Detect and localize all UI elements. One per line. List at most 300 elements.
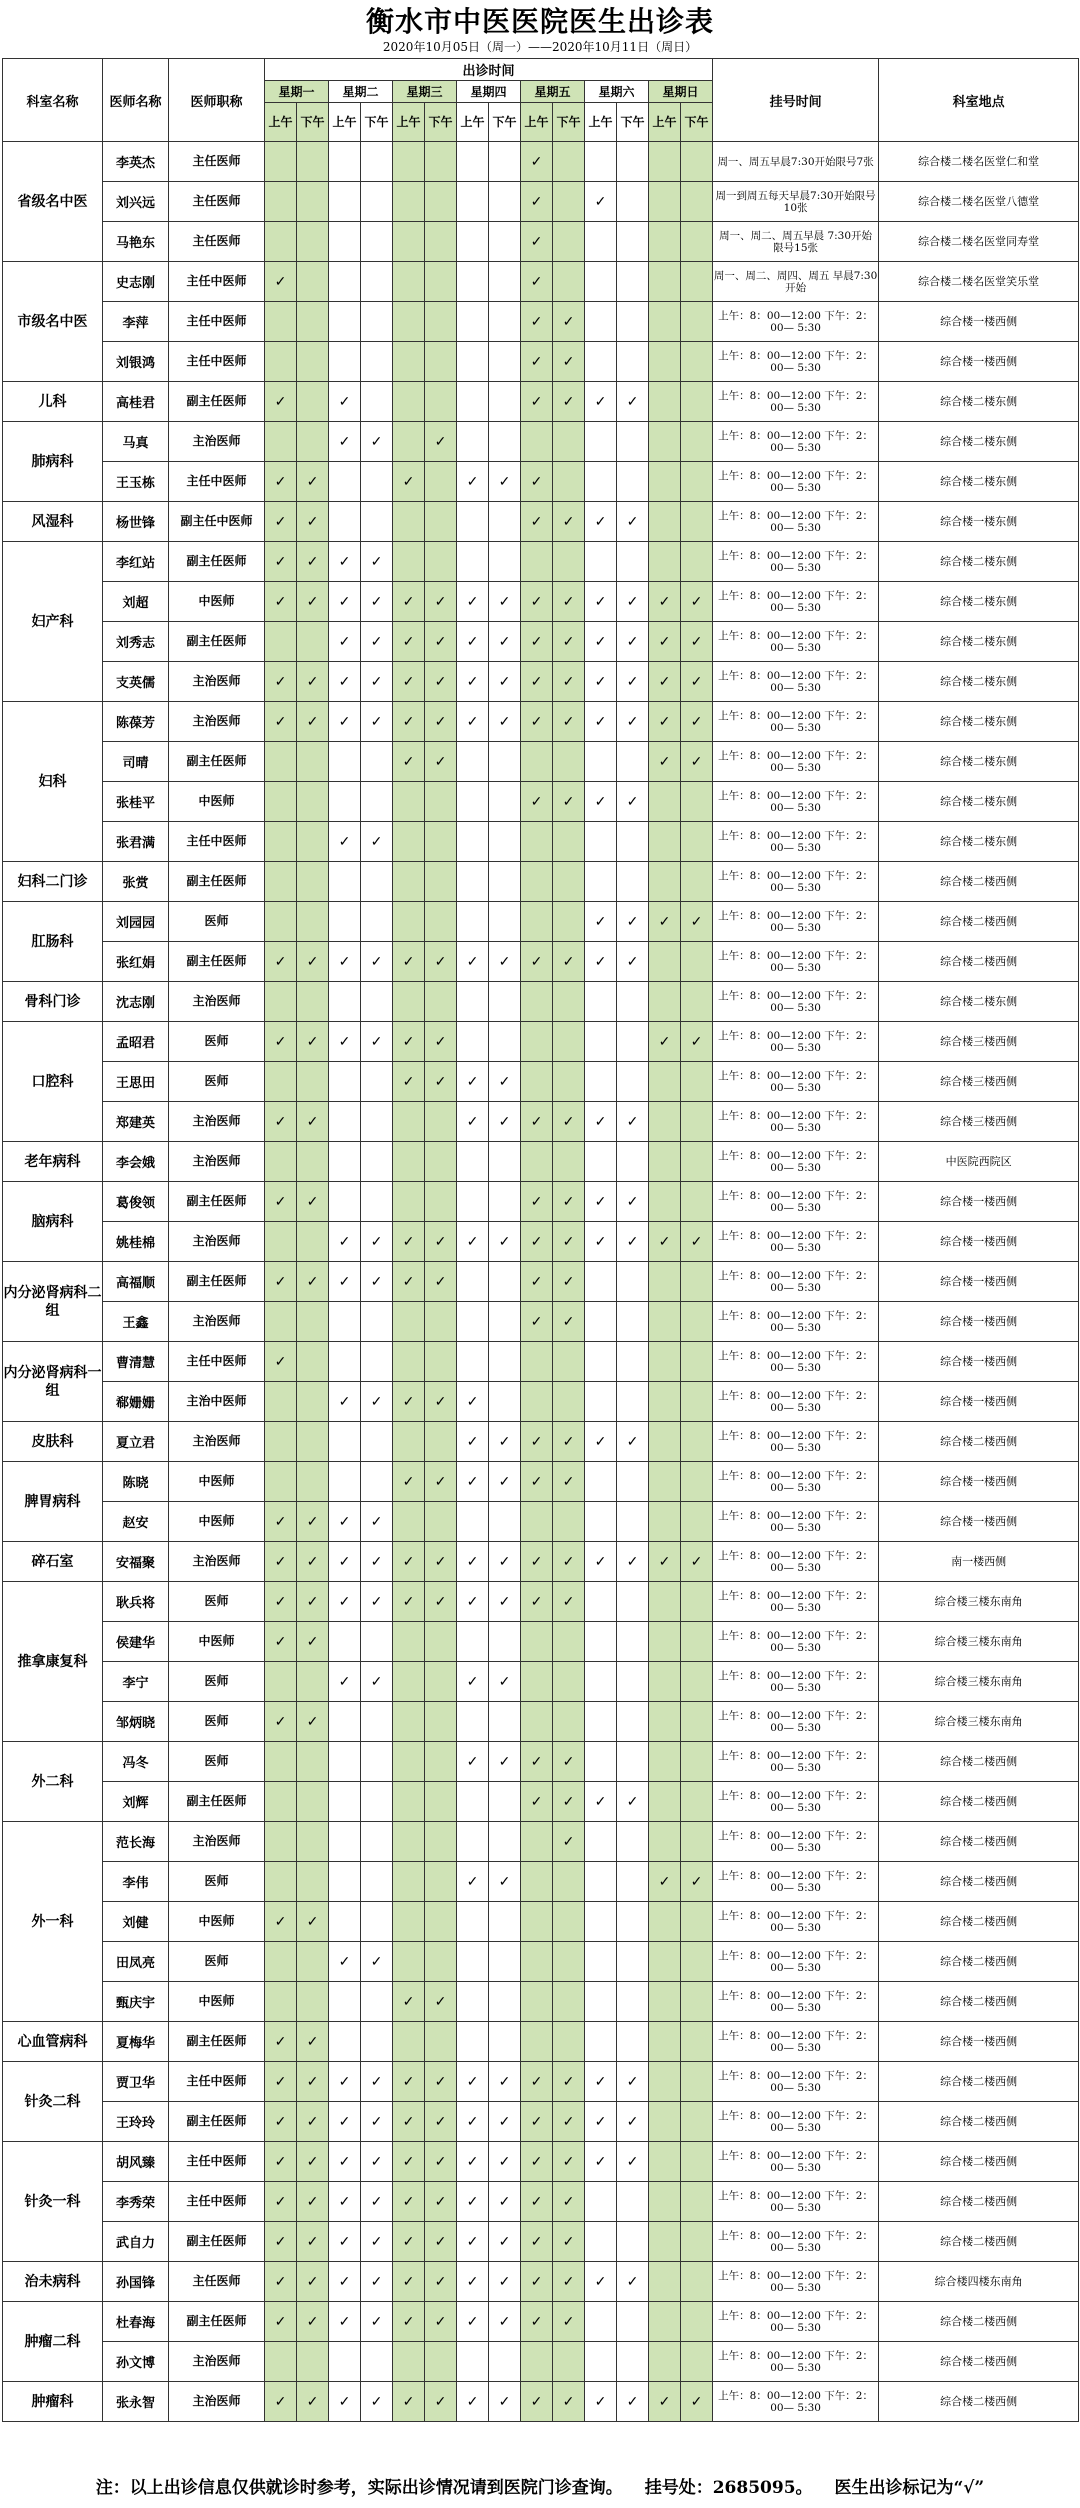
header-am: 上午 [521, 103, 553, 142]
on-duty-check: ✓ [617, 2382, 649, 2422]
schedule-table [2, 58, 1079, 2422]
doctor-name: 张桂平 [103, 782, 169, 822]
on-duty-check: ✓ [457, 2262, 489, 2302]
on-duty-check: ✓ [361, 1262, 393, 1302]
reg-time: 上午：8：00—12:00 下午：2：00— 5:30 [713, 1942, 879, 1982]
header-day: 星期五 [521, 81, 585, 103]
schedule-slot [681, 982, 713, 1022]
schedule-slot [297, 1222, 329, 1262]
schedule-slot [329, 2342, 361, 2382]
on-duty-check: ✓ [521, 2302, 553, 2342]
schedule-slot [681, 1182, 713, 1222]
schedule-slot [329, 1422, 361, 1462]
schedule-slot [649, 1582, 681, 1622]
on-duty-check: ✓ [585, 1182, 617, 1222]
doctor-name: 夏梅华 [103, 2022, 169, 2062]
schedule-slot [617, 1982, 649, 2022]
schedule-slot [649, 142, 681, 182]
schedule-slot [649, 2062, 681, 2102]
on-duty-check: ✓ [489, 2382, 521, 2422]
on-duty-check: ✓ [489, 1742, 521, 1782]
schedule-slot [393, 1502, 425, 1542]
doctor-name: 刘超 [103, 582, 169, 622]
doctor-name: 王玲玲 [103, 2102, 169, 2142]
on-duty-check: ✓ [265, 502, 297, 542]
doctor-name: 张赏 [103, 862, 169, 902]
doctor-name: 刘辉 [103, 1782, 169, 1822]
on-duty-check: ✓ [649, 622, 681, 662]
doctor-title: 医师 [169, 1662, 265, 1702]
schedule-slot [329, 342, 361, 382]
schedule-slot [553, 902, 585, 942]
schedule-slot [649, 2182, 681, 2222]
schedule-slot [489, 1702, 521, 1742]
schedule-slot [329, 1782, 361, 1822]
reg-time: 上午：8：00—12:00 下午：2：00— 5:30 [713, 942, 879, 982]
on-duty-check: ✓ [553, 2302, 585, 2342]
doctor-name: 李红站 [103, 542, 169, 582]
schedule-slot [489, 742, 521, 782]
dept-name: 肿瘤二科 [3, 2302, 103, 2382]
on-duty-check: ✓ [489, 942, 521, 982]
on-duty-check: ✓ [457, 1102, 489, 1142]
doctor-title: 副主任医师 [169, 1262, 265, 1302]
on-duty-check: ✓ [521, 2142, 553, 2182]
schedule-slot [297, 982, 329, 1022]
doctor-name: 沈志刚 [103, 982, 169, 1022]
on-duty-check: ✓ [425, 1542, 457, 1582]
on-duty-check: ✓ [329, 2062, 361, 2102]
on-duty-check: ✓ [585, 1422, 617, 1462]
on-duty-check: ✓ [649, 1222, 681, 1262]
schedule-slot [425, 462, 457, 502]
schedule-slot [361, 502, 393, 542]
table-row [3, 742, 1079, 782]
on-duty-check: ✓ [297, 2022, 329, 2062]
doctor-name: 武自力 [103, 2222, 169, 2262]
schedule-slot [649, 782, 681, 822]
schedule-slot [553, 822, 585, 862]
doctor-title: 主治医师 [169, 2382, 265, 2422]
dept-name: 外一科 [3, 1822, 103, 2022]
schedule-slot [681, 2342, 713, 2382]
header-day: 星期六 [585, 81, 649, 103]
on-duty-check: ✓ [553, 1302, 585, 1342]
schedule-slot [585, 1582, 617, 1622]
schedule-slot [297, 822, 329, 862]
on-duty-check: ✓ [297, 1022, 329, 1062]
on-duty-check: ✓ [425, 2382, 457, 2422]
doctor-title: 医师 [169, 1942, 265, 1982]
on-duty-check: ✓ [553, 342, 585, 382]
reg-time: 上午：8：00—12:00 下午：2：00— 5:30 [713, 1062, 879, 1102]
schedule-slot [649, 1262, 681, 1302]
schedule-slot [585, 1622, 617, 1662]
schedule-slot [617, 2222, 649, 2262]
on-duty-check: ✓ [457, 1382, 489, 1422]
doctor-title: 中医师 [169, 782, 265, 822]
on-duty-check: ✓ [489, 2102, 521, 2142]
schedule-slot [681, 542, 713, 582]
schedule-slot [425, 1622, 457, 1662]
schedule-slot [521, 902, 553, 942]
header-am: 上午 [585, 103, 617, 142]
on-duty-check: ✓ [681, 2382, 713, 2422]
schedule-slot [585, 982, 617, 1022]
schedule-slot [553, 1862, 585, 1902]
schedule-slot [617, 462, 649, 502]
table-row [3, 1862, 1079, 1902]
schedule-slot [489, 1502, 521, 1542]
on-duty-check: ✓ [425, 662, 457, 702]
schedule-slot [265, 622, 297, 662]
on-duty-check: ✓ [457, 2062, 489, 2102]
reg-time: 上午：8：00—12:00 下午：2：00— 5:30 [713, 1462, 879, 1502]
reg-time: 上午：8：00—12:00 下午：2：00— 5:30 [713, 1102, 879, 1142]
schedule-slot [457, 2022, 489, 2062]
schedule-slot [393, 902, 425, 942]
on-duty-check: ✓ [617, 2142, 649, 2182]
schedule-slot [681, 1502, 713, 1542]
on-duty-check: ✓ [457, 2142, 489, 2182]
on-duty-check: ✓ [393, 2222, 425, 2262]
dept-location: 综合楼二楼东侧 [879, 982, 1079, 1022]
on-duty-check: ✓ [393, 622, 425, 662]
doctor-name: 耿兵将 [103, 1582, 169, 1622]
on-duty-check: ✓ [489, 462, 521, 502]
schedule-slot [297, 1462, 329, 1502]
on-duty-check: ✓ [297, 2382, 329, 2422]
schedule-slot [617, 1502, 649, 1542]
schedule-slot [585, 222, 617, 262]
schedule-slot [617, 222, 649, 262]
reg-time: 上午：8：00—12:00 下午：2：00— 5:30 [713, 1742, 879, 1782]
reg-time: 上午：8：00—12:00 下午：2：00— 5:30 [713, 822, 879, 862]
schedule-slot [297, 382, 329, 422]
schedule-slot [457, 142, 489, 182]
on-duty-check: ✓ [425, 2102, 457, 2142]
schedule-slot [681, 502, 713, 542]
schedule-slot [553, 1942, 585, 1982]
table-row [3, 1222, 1079, 1262]
schedule-slot [489, 1302, 521, 1342]
schedule-slot [681, 262, 713, 302]
schedule-slot [681, 1102, 713, 1142]
schedule-slot [329, 1702, 361, 1742]
on-duty-check: ✓ [457, 2102, 489, 2142]
schedule-slot [361, 2022, 393, 2062]
on-duty-check: ✓ [297, 2222, 329, 2262]
schedule-slot [617, 1462, 649, 1502]
table-row [3, 1662, 1079, 1702]
schedule-slot [265, 1422, 297, 1462]
on-duty-check: ✓ [393, 582, 425, 622]
schedule-slot [617, 1142, 649, 1182]
dept-location: 综合楼四楼东南角 [879, 2262, 1079, 2302]
on-duty-check: ✓ [393, 1582, 425, 1622]
reg-time: 上午：8：00—12:00 下午：2：00— 5:30 [713, 582, 879, 622]
on-duty-check: ✓ [521, 1182, 553, 1222]
footer-note [0, 2470, 1080, 2506]
header-day: 星期二 [329, 81, 393, 103]
schedule-slot [361, 1182, 393, 1222]
schedule-slot [393, 382, 425, 422]
on-duty-check: ✓ [553, 302, 585, 342]
schedule-slot [329, 1142, 361, 1182]
on-duty-check: ✓ [489, 1542, 521, 1582]
dept-location: 南一楼西侧 [879, 1542, 1079, 1582]
schedule-slot [457, 1702, 489, 1742]
schedule-slot [553, 1502, 585, 1542]
doctor-title: 主任中医师 [169, 262, 265, 302]
on-duty-check: ✓ [457, 1662, 489, 1702]
dept-location: 综合楼二楼西侧 [879, 2342, 1079, 2382]
schedule-slot [617, 182, 649, 222]
on-duty-check: ✓ [521, 502, 553, 542]
on-duty-check: ✓ [521, 142, 553, 182]
on-duty-check: ✓ [329, 942, 361, 982]
on-duty-check: ✓ [617, 2102, 649, 2142]
doctor-name: 孙国锋 [103, 2262, 169, 2302]
dept-location: 综合楼二楼西侧 [879, 1862, 1079, 1902]
dept-location: 综合楼二楼西侧 [879, 2062, 1079, 2102]
table-row [3, 782, 1079, 822]
reg-time: 上午：8：00—12:00 下午：2：00— 5:30 [713, 1142, 879, 1182]
reg-time: 上午：8：00—12:00 下午：2：00— 5:30 [713, 2062, 879, 2102]
dept-location: 综合楼二楼西侧 [879, 2222, 1079, 2262]
schedule-slot [361, 462, 393, 502]
on-duty-check: ✓ [521, 1782, 553, 1822]
schedule-slot [457, 1022, 489, 1062]
doctor-title: 主任医师 [169, 142, 265, 182]
schedule-slot [521, 1062, 553, 1102]
on-duty-check: ✓ [425, 2262, 457, 2302]
on-duty-check: ✓ [649, 1022, 681, 1062]
dept-location: 综合楼二楼西侧 [879, 1422, 1079, 1462]
on-duty-check: ✓ [457, 1062, 489, 1102]
schedule-slot [553, 262, 585, 302]
on-duty-check: ✓ [393, 2142, 425, 2182]
on-duty-check: ✓ [521, 1422, 553, 1462]
on-duty-check: ✓ [265, 262, 297, 302]
schedule-slot [329, 1902, 361, 1942]
page-title: 衡水市中医医院医生出诊表 [365, 5, 714, 38]
doctor-name: 刘园园 [103, 902, 169, 942]
dept-name: 妇科二门诊 [3, 862, 103, 902]
dept-name: 骨科门诊 [3, 982, 103, 1022]
table-row [3, 1062, 1079, 1102]
schedule-slot [553, 1382, 585, 1422]
schedule-slot [393, 1702, 425, 1742]
reg-time: 上午：8：00—12:00 下午：2：00— 5:30 [713, 1782, 879, 1822]
schedule-slot [265, 742, 297, 782]
schedule-slot [649, 2222, 681, 2262]
schedule-slot [585, 2022, 617, 2062]
reg-time: 上午：8：00—12:00 下午：2：00— 5:30 [713, 1702, 879, 1742]
schedule-slot [681, 1782, 713, 1822]
on-duty-check: ✓ [265, 942, 297, 982]
reg-time: 周一到周五每天早晨7:30开始限号10张 [713, 182, 879, 222]
schedule-slot [489, 302, 521, 342]
schedule-slot [329, 222, 361, 262]
schedule-slot [457, 822, 489, 862]
on-duty-check: ✓ [553, 2182, 585, 2222]
on-duty-check: ✓ [425, 1382, 457, 1422]
schedule-slot [649, 1662, 681, 1702]
schedule-slot [361, 1062, 393, 1102]
schedule-slot [553, 1902, 585, 1942]
dept-location: 综合楼二楼西侧 [879, 1982, 1079, 2022]
dept-location: 综合楼二楼东侧 [879, 542, 1079, 582]
schedule-slot [297, 142, 329, 182]
on-duty-check: ✓ [361, 2102, 393, 2142]
on-duty-check: ✓ [265, 542, 297, 582]
table-row [3, 1382, 1079, 1422]
header-pm: 下午 [425, 103, 457, 142]
schedule-slot [393, 822, 425, 862]
schedule-slot [489, 1342, 521, 1382]
header-pm: 下午 [297, 103, 329, 142]
schedule-slot [649, 262, 681, 302]
schedule-slot [521, 862, 553, 902]
on-duty-check: ✓ [457, 2182, 489, 2222]
on-duty-check: ✓ [521, 1262, 553, 1302]
on-duty-check: ✓ [425, 1022, 457, 1062]
doctor-title: 主任中医师 [169, 302, 265, 342]
schedule-slot [393, 2022, 425, 2062]
doctor-title: 副主任中医师 [169, 502, 265, 542]
schedule-slot [393, 262, 425, 302]
doctor-title: 中医师 [169, 1462, 265, 1502]
reg-time: 上午：8：00—12:00 下午：2：00— 5:30 [713, 462, 879, 502]
schedule-slot [617, 822, 649, 862]
table-row [3, 502, 1079, 542]
doctor-title: 主治医师 [169, 1822, 265, 1862]
on-duty-check: ✓ [553, 2062, 585, 2102]
doctor-name: 葛俊领 [103, 1182, 169, 1222]
schedule-slot [265, 902, 297, 942]
on-duty-check: ✓ [617, 2062, 649, 2102]
reg-time: 上午：8：00—12:00 下午：2：00— 5:30 [713, 1382, 879, 1422]
schedule-slot [553, 862, 585, 902]
dept-name: 妇科 [3, 702, 103, 862]
schedule-slot [521, 1822, 553, 1862]
schedule-slot [681, 142, 713, 182]
reg-time: 上午：8：00—12:00 下午：2：00— 5:30 [713, 342, 879, 382]
table-row [3, 1822, 1079, 1862]
schedule-slot [585, 2342, 617, 2382]
schedule-slot [649, 1102, 681, 1142]
schedule-slot [585, 1982, 617, 2022]
schedule-slot [553, 1622, 585, 1662]
reg-time: 周一、周五早晨7:30开始限号7张 [713, 142, 879, 182]
on-duty-check: ✓ [553, 702, 585, 742]
on-duty-check: ✓ [329, 2182, 361, 2222]
schedule-slot [329, 1622, 361, 1662]
on-duty-check: ✓ [521, 342, 553, 382]
doctor-title: 主任中医师 [169, 822, 265, 862]
table-row [3, 2262, 1079, 2302]
doctor-name: 田凤亮 [103, 1942, 169, 1982]
schedule-slot [489, 1982, 521, 2022]
schedule-slot [649, 2142, 681, 2182]
schedule-slot [457, 902, 489, 942]
on-duty-check: ✓ [361, 1502, 393, 1542]
on-duty-check: ✓ [361, 1222, 393, 1262]
header-time-group: 出诊时间 [265, 59, 713, 81]
on-duty-check: ✓ [329, 662, 361, 702]
schedule-slot [329, 2022, 361, 2062]
table-row [3, 1702, 1079, 1742]
on-duty-check: ✓ [297, 502, 329, 542]
dept-location: 综合楼二楼西侧 [879, 1942, 1079, 1982]
schedule-slot [457, 1942, 489, 1982]
doctor-title: 副主任医师 [169, 2222, 265, 2262]
on-duty-check: ✓ [585, 2262, 617, 2302]
on-duty-check: ✓ [361, 2062, 393, 2102]
doctor-name: 郗姗姗 [103, 1382, 169, 1422]
doctor-name: 刘兴远 [103, 182, 169, 222]
on-duty-check: ✓ [489, 1422, 521, 1462]
on-duty-check: ✓ [329, 1502, 361, 1542]
doctor-name: 李伟 [103, 1862, 169, 1902]
reg-time: 上午：8：00—12:00 下午：2：00— 5:30 [713, 1662, 879, 1702]
schedule-slot [521, 1662, 553, 1702]
reg-time: 上午：8：00—12:00 下午：2：00— 5:30 [713, 302, 879, 342]
schedule-slot [649, 1062, 681, 1102]
reg-time: 上午：8：00—12:00 下午：2：00— 5:30 [713, 1182, 879, 1222]
doctor-title: 主任中医师 [169, 1342, 265, 1382]
doctor-title: 主治医师 [169, 1142, 265, 1182]
schedule-slot [329, 982, 361, 1022]
on-duty-check: ✓ [617, 1422, 649, 1462]
schedule-slot [265, 782, 297, 822]
reg-time: 上午：8：00—12:00 下午：2：00— 5:30 [713, 662, 879, 702]
on-duty-check: ✓ [457, 2222, 489, 2262]
on-duty-check: ✓ [521, 1582, 553, 1622]
on-duty-check: ✓ [649, 582, 681, 622]
schedule-slot [617, 1022, 649, 1062]
doctor-title: 医师 [169, 1582, 265, 1622]
schedule-slot [681, 782, 713, 822]
table-row [3, 262, 1079, 302]
schedule-slot [425, 1422, 457, 1462]
on-duty-check: ✓ [393, 1542, 425, 1582]
schedule-slot [521, 1502, 553, 1542]
schedule-slot [681, 382, 713, 422]
table-row [3, 2382, 1079, 2422]
table-row [3, 1742, 1079, 1782]
reg-time: 上午：8：00—12:00 下午：2：00— 5:30 [713, 422, 879, 462]
schedule-slot [649, 1342, 681, 1382]
schedule-slot [681, 422, 713, 462]
dept-location: 综合楼二楼西侧 [879, 862, 1079, 902]
schedule-slot [297, 2342, 329, 2382]
schedule-slot [457, 262, 489, 302]
dept-location: 综合楼三楼东南角 [879, 1622, 1079, 1662]
schedule-slot [585, 1702, 617, 1742]
table-row [3, 2182, 1079, 2222]
on-duty-check: ✓ [553, 1822, 585, 1862]
dept-location: 综合楼二楼名医堂仁和堂 [879, 142, 1079, 182]
schedule-slot [425, 142, 457, 182]
schedule-slot [617, 742, 649, 782]
dept-location: 综合楼二楼东侧 [879, 822, 1079, 862]
schedule-slot [617, 1942, 649, 1982]
schedule-slot [297, 262, 329, 302]
doctor-name: 刘健 [103, 1902, 169, 1942]
on-duty-check: ✓ [393, 1262, 425, 1302]
